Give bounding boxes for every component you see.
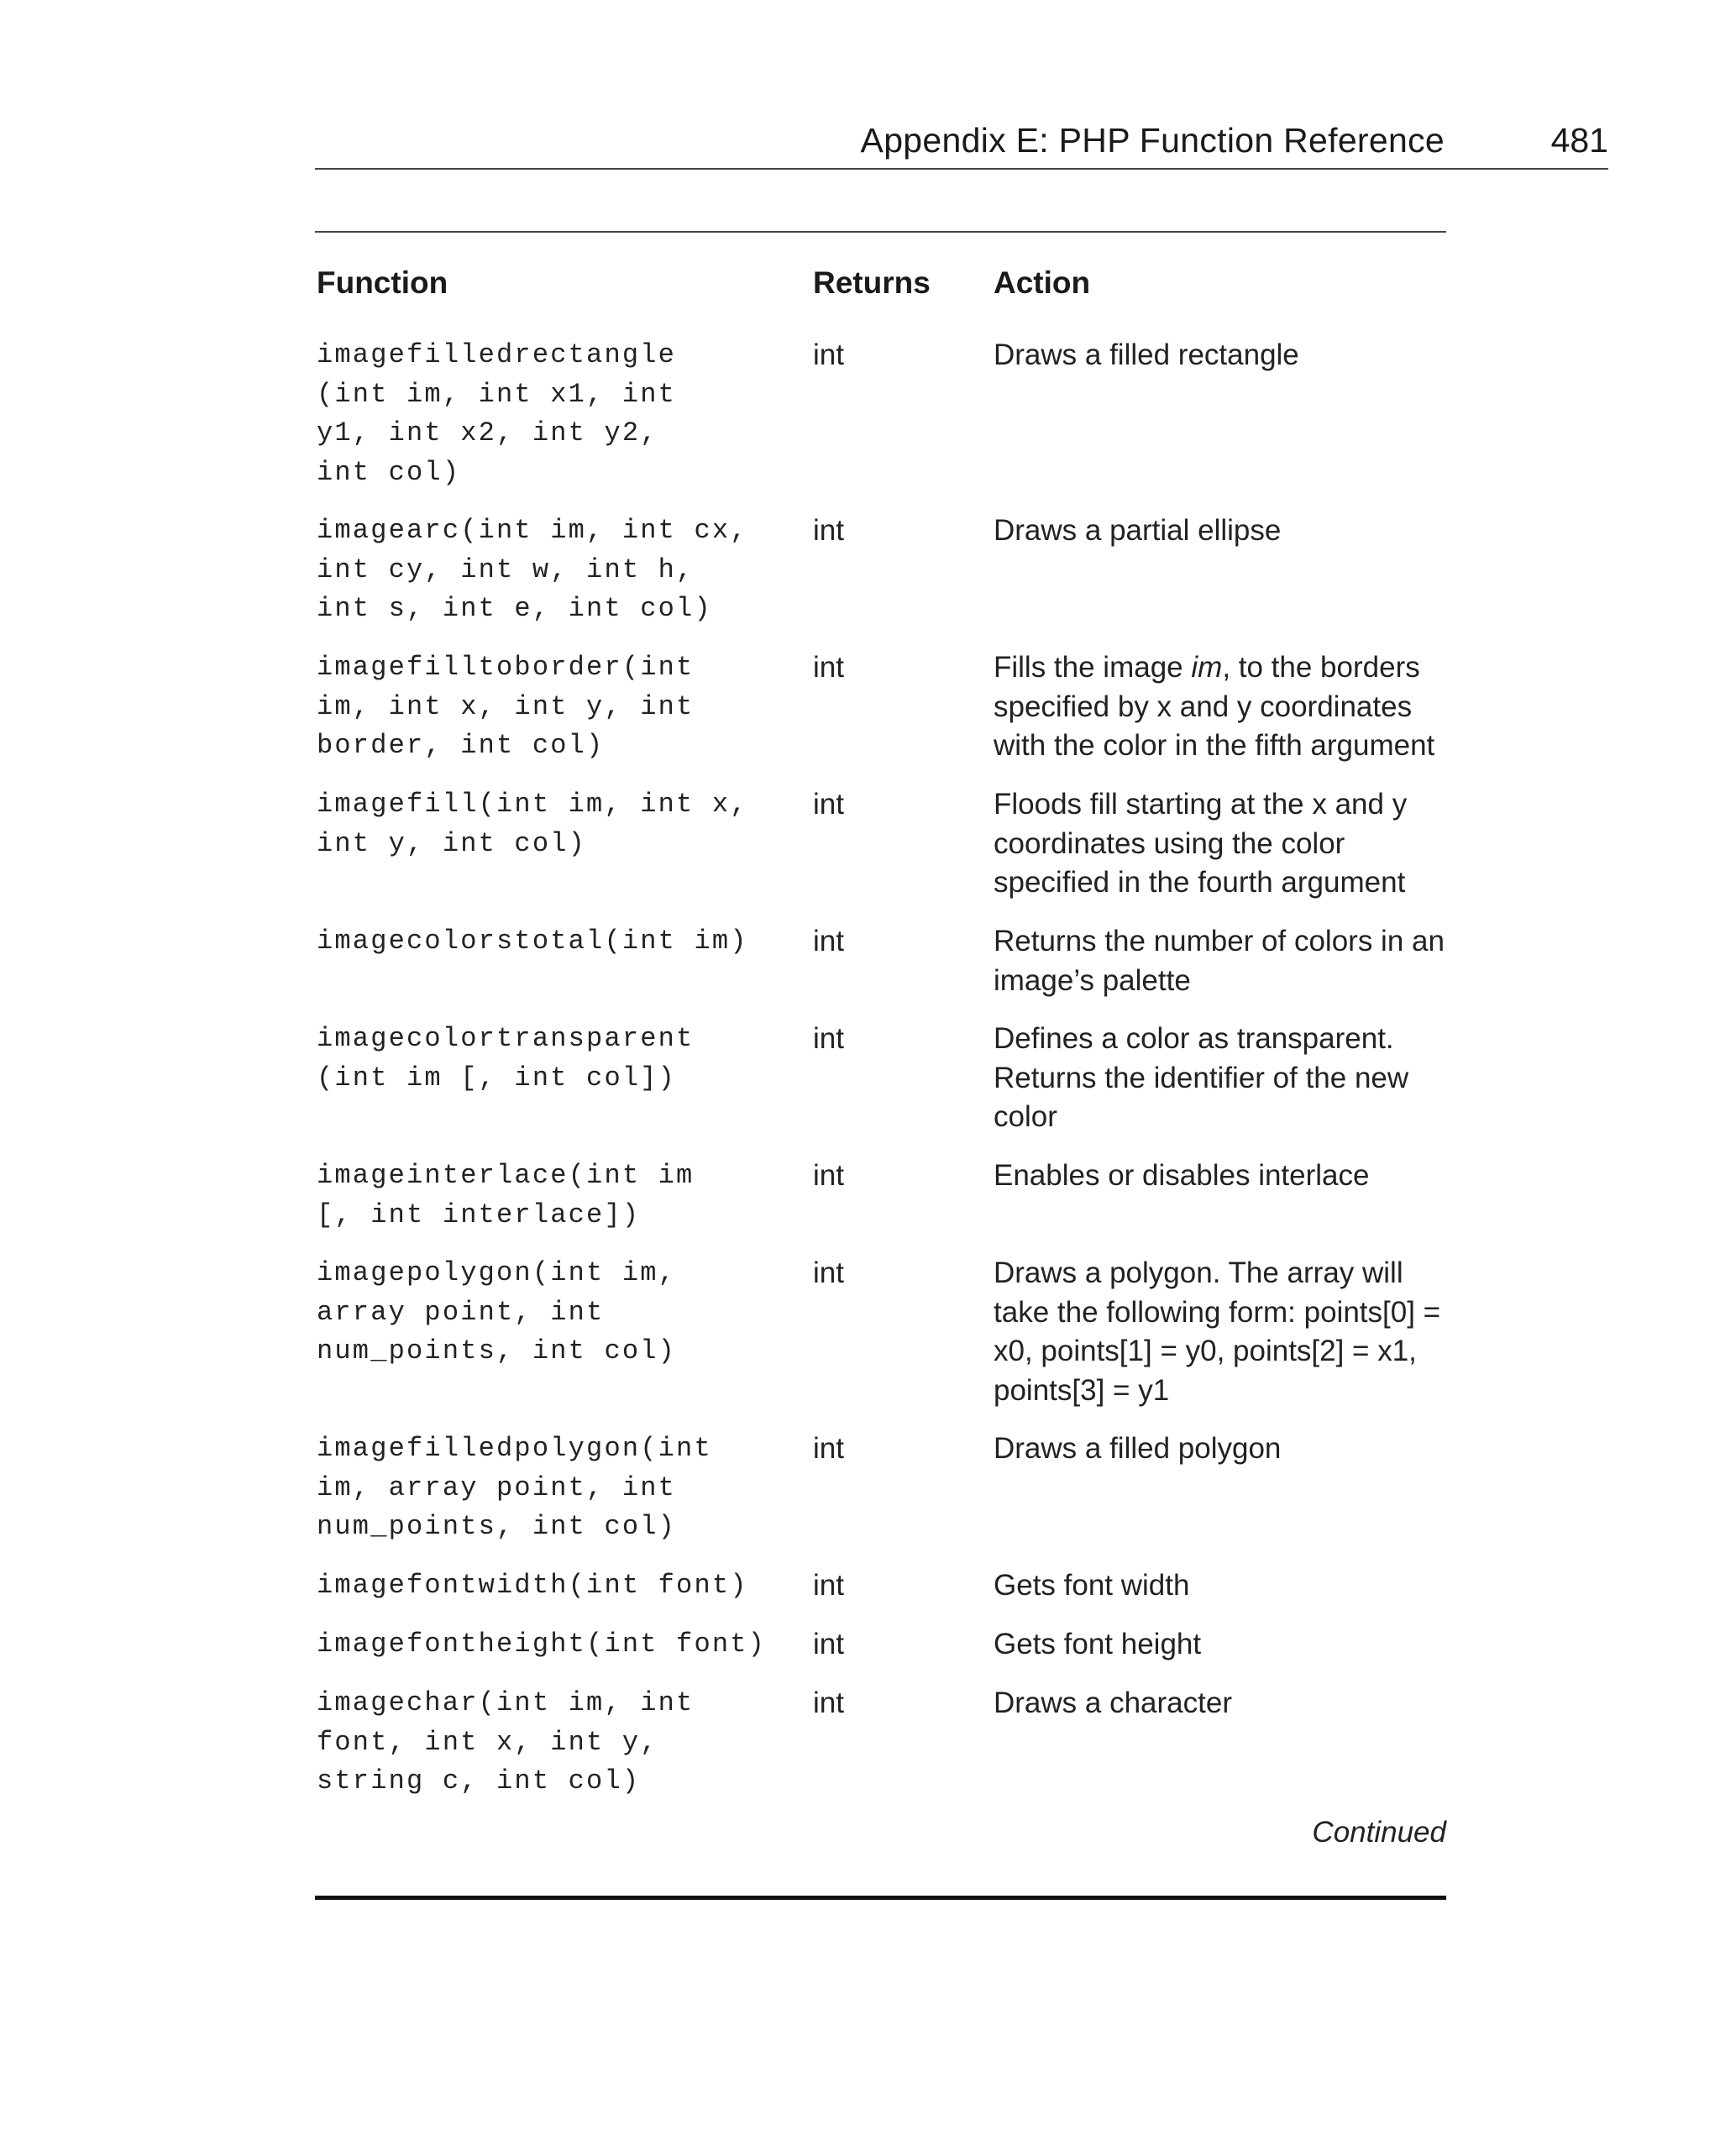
- page-header: [315, 118, 1608, 170]
- return-type: int: [813, 788, 844, 821]
- action-description: Draws a filled rectangle: [994, 338, 1299, 371]
- continued-label: Continued: [1312, 1816, 1446, 1849]
- function-signature: imagefontheight(int font): [317, 1629, 767, 1660]
- column-header-action: Action: [994, 265, 1091, 300]
- column-header-returns: Returns: [813, 265, 931, 300]
- action-text: Fills the image: [994, 651, 1192, 684]
- return-type: int: [813, 925, 844, 957]
- return-type: int: [813, 651, 844, 684]
- action-description: Defines a color as transparent. Returns the identifier of the new color: [994, 1022, 1409, 1133]
- function-signature: imagecolorstotal(int im): [317, 926, 748, 957]
- function-signature: imagefill(int im, int x, int y, int col): [317, 789, 748, 859]
- column-header-function: Function: [317, 265, 448, 300]
- function-signature: imageinterlace(int im [, int interlace]): [317, 1160, 695, 1230]
- return-type: int: [813, 1159, 844, 1192]
- function-signature: imagefilledpolygon(int im, array point, int num_points, int col): [317, 1433, 712, 1542]
- return-type: int: [813, 1256, 844, 1289]
- function-signature: imagepolygon(int im, array point, int num_points, int col): [317, 1257, 677, 1367]
- function-signature: imagefontwidth(int font): [317, 1570, 748, 1601]
- return-type: int: [813, 514, 844, 547]
- function-signature: imagefilledrectangle (int im, int x1, int y1, int x2, int y2, int col): [317, 339, 677, 488]
- table-top-rule: [315, 231, 1446, 233]
- function-signature: imagearc(int im, int cx, int cy, int w, int h, int s, int e, int col): [317, 515, 748, 624]
- action-description: Enables or disables interlace: [994, 1159, 1370, 1192]
- return-type: int: [813, 338, 844, 371]
- function-signature: imagechar(int im, int font, int x, int y, string c, int col): [317, 1687, 695, 1797]
- return-type: int: [813, 1432, 844, 1465]
- action-description: Draws a character: [994, 1687, 1232, 1719]
- action-description: Gets font width: [994, 1569, 1190, 1602]
- return-type: int: [813, 1628, 844, 1660]
- table-bottom-rule: [315, 1896, 1446, 1900]
- return-type: int: [813, 1022, 844, 1055]
- action-description: Draws a partial ellipse: [994, 514, 1282, 547]
- action-emphasis: im: [1191, 651, 1223, 684]
- action-text: , to the borders specified by x and y coordinates with the color in the fifth argument: [994, 651, 1435, 762]
- action-description: [994, 648, 1447, 766]
- running-header-title: Appendix E: PHP Function Reference: [860, 121, 1445, 160]
- return-type: int: [813, 1569, 844, 1602]
- action-description: Draws a filled polygon: [994, 1432, 1282, 1465]
- action-description: Draws a polygon. The array will take the following form: points[0] = x0, points[1] = y0, points[2] = x1, points[3] = y1: [994, 1256, 1441, 1407]
- function-signature: imagefilltoborder(int im, int x, int y, int border, int col): [317, 652, 695, 761]
- action-description: Gets font height: [994, 1628, 1202, 1660]
- action-description: Returns the number of colors in an image’s palette: [994, 925, 1445, 997]
- action-description: Floods fill starting at the x and y coordinates using the color specified in the fourth argument: [994, 788, 1408, 899]
- page-number: 481: [1550, 121, 1608, 160]
- return-type: int: [813, 1687, 844, 1719]
- function-signature: imagecolortransparent (int im [, int col]): [317, 1023, 695, 1094]
